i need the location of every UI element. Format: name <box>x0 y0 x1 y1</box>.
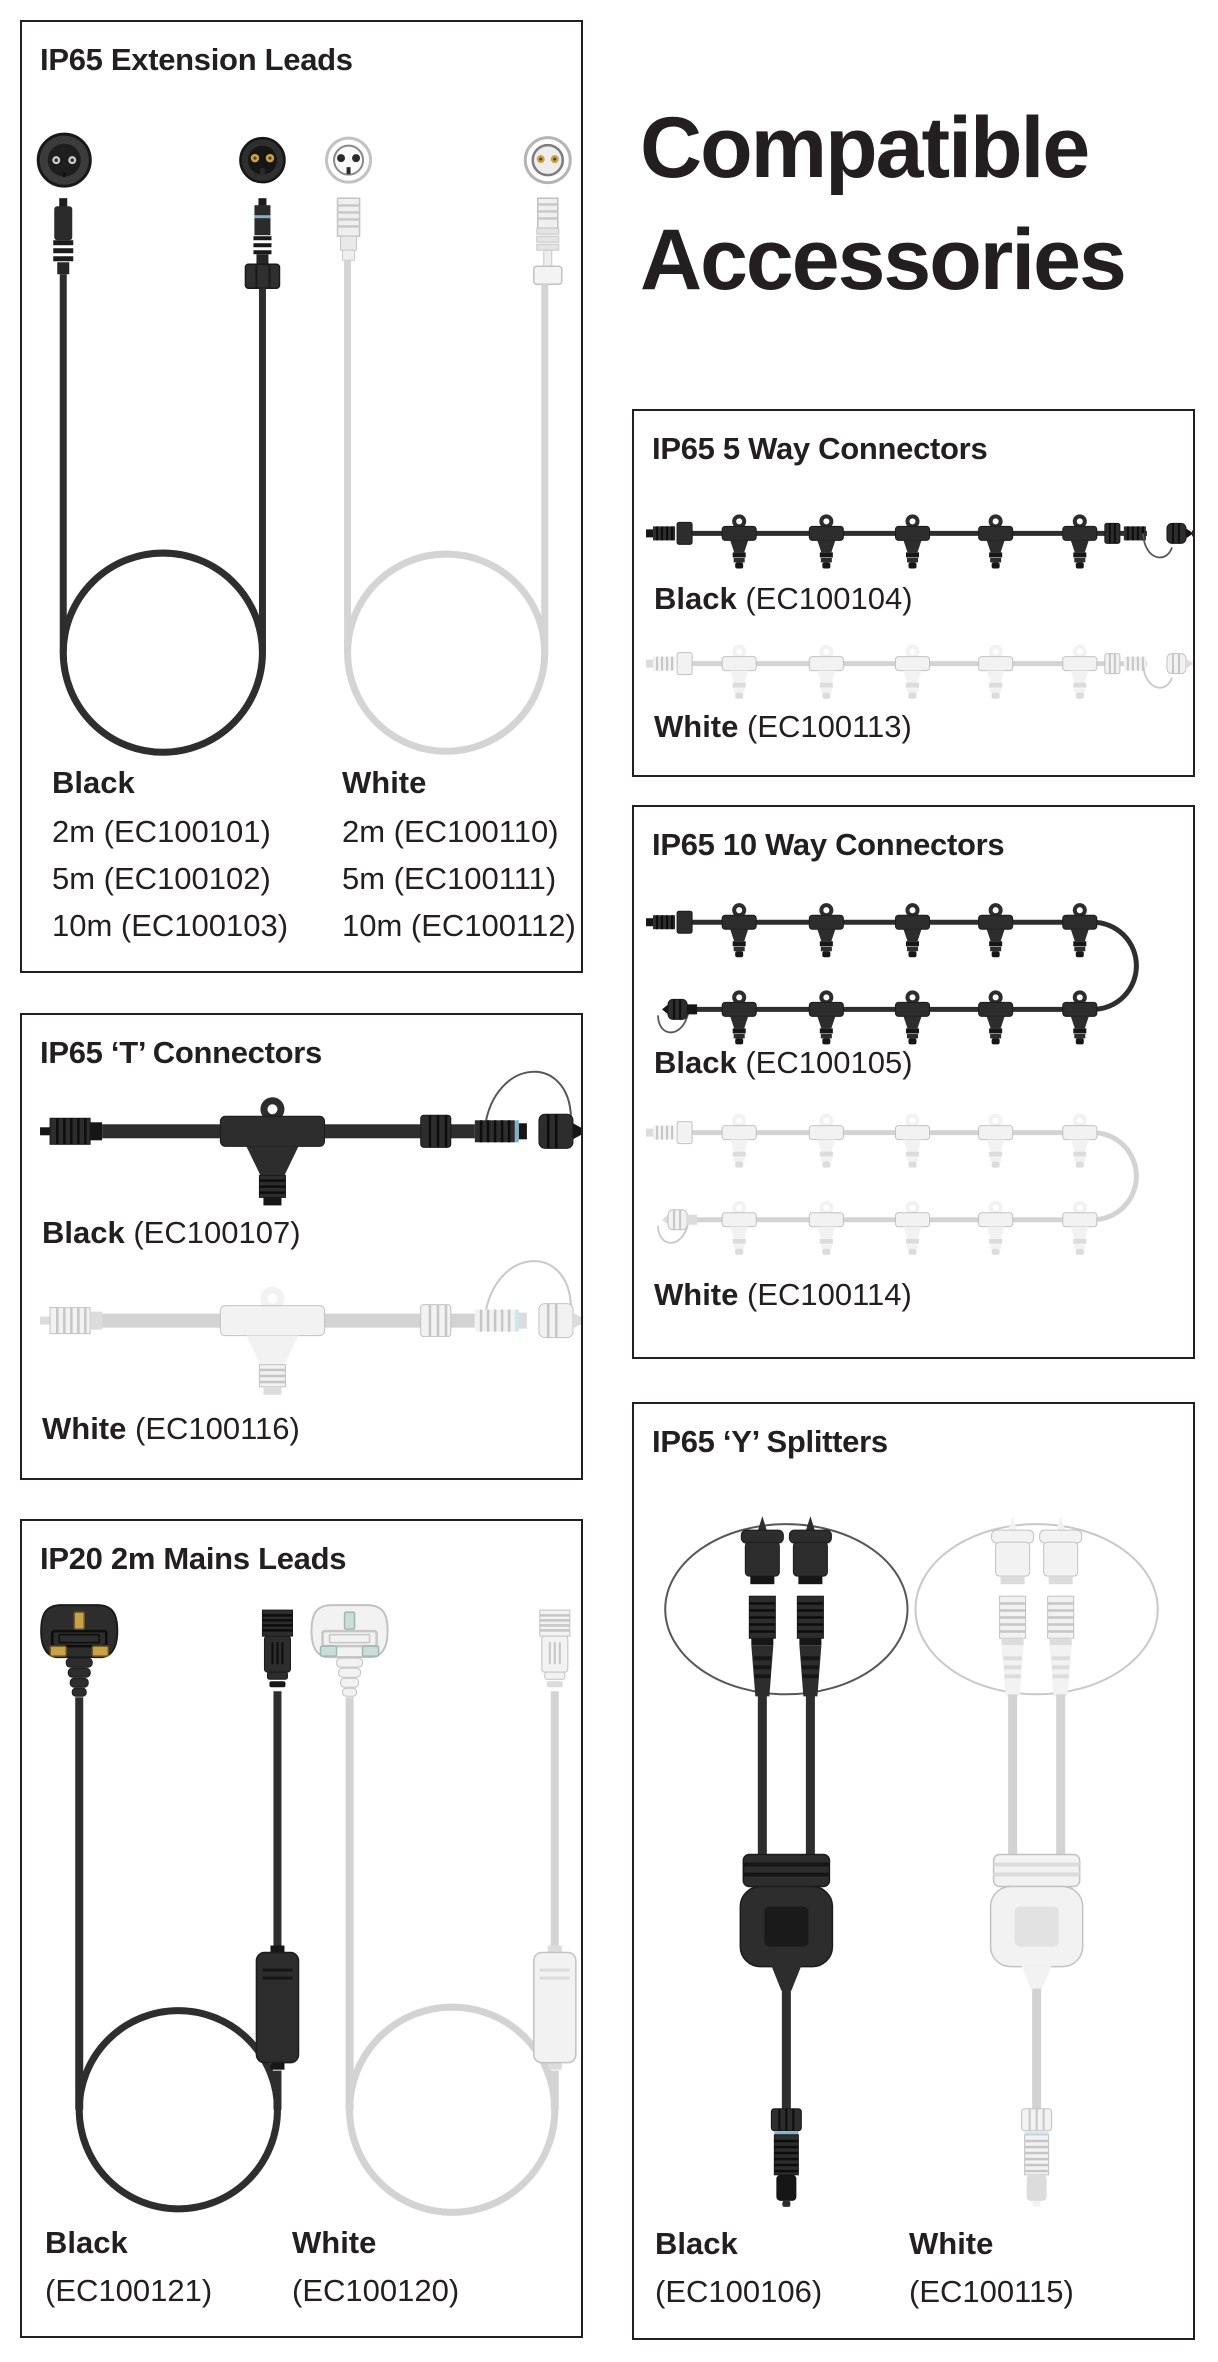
five-way-white-label: White (EC100113) <box>654 709 912 744</box>
ten-way-white-chain <box>646 1114 1136 1255</box>
spec-row: 2m (EC100101) <box>52 814 271 849</box>
ten-way-black-chain <box>646 903 1136 1044</box>
y-splitters-box <box>632 1402 1195 2340</box>
ten-way-white-label: White (EC100114) <box>654 1277 912 1312</box>
connector-face-black-1 <box>38 134 90 186</box>
plug-black-2 <box>245 198 279 288</box>
black-label: Black <box>52 765 135 800</box>
connector-face-white-1 <box>327 138 371 182</box>
white-label: White <box>342 765 427 800</box>
five-way-white-chain <box>646 645 1193 699</box>
extension-white-column <box>342 758 576 949</box>
extension-leads-box <box>20 20 583 973</box>
mains-white-label: White (EC100120) <box>292 2225 460 2308</box>
five-way-black-chain <box>646 514 1193 568</box>
ten-way-box <box>632 805 1195 1359</box>
mains-leads-illustration <box>22 1521 581 2336</box>
spec-row: 5m (EC100111) <box>342 861 557 896</box>
extension-leads-title: IP65 Extension Leads <box>40 42 353 77</box>
five-way-box <box>632 409 1195 777</box>
extension-black-column <box>52 758 288 949</box>
ten-way-title: IP65 10 Way Connectors <box>652 827 1005 862</box>
spec-row: 5m (EC100102) <box>52 861 271 896</box>
y-splitters-illustration <box>634 1404 1193 2338</box>
spec-row: 10m (EC100112) <box>342 908 576 943</box>
mains-leads-box <box>20 1519 583 2338</box>
mains-white-set <box>312 1605 576 2212</box>
cable-black <box>63 274 262 752</box>
y-splitter-black <box>665 1516 907 2207</box>
t-connectors-box <box>20 1013 583 1480</box>
plug-black-1 <box>53 198 73 274</box>
spec-row: 10m (EC100103) <box>52 908 289 943</box>
t-connectors-black-label: Black (EC100107) <box>42 1215 301 1250</box>
five-way-black-label: Black (EC100104) <box>654 581 913 616</box>
page-title: Compatible Accessories <box>640 100 1125 308</box>
cable-white <box>348 260 545 751</box>
connector-face-white-2 <box>525 138 570 183</box>
plug-white-2 <box>534 198 562 284</box>
mains-black-label: Black (EC100121) <box>45 2225 213 2308</box>
t-connectors-white-label: White (EC100116) <box>42 1411 300 1446</box>
t-connectors-title: IP65 ‘T’ Connectors <box>40 1035 322 1070</box>
connector-face-black-2 <box>240 138 284 182</box>
mains-leads-title: IP20 2m Mains Leads <box>40 1541 347 1576</box>
y-splitters-title: IP65 ‘Y’ Splitters <box>652 1424 888 1459</box>
mains-black-set <box>41 1605 298 2209</box>
five-way-title: IP65 5 Way Connectors <box>652 431 988 466</box>
plug-white-1 <box>338 198 360 260</box>
y-splitters-white-label: White (EC100115) <box>909 2226 1074 2309</box>
ten-way-black-label: Black (EC100105) <box>654 1045 913 1080</box>
spec-row: 2m (EC100110) <box>342 814 559 849</box>
y-splitters-black-label: Black (EC100106) <box>655 2226 823 2309</box>
ten-way-illustration <box>634 807 1193 1357</box>
y-splitter-white <box>916 1516 1158 2207</box>
